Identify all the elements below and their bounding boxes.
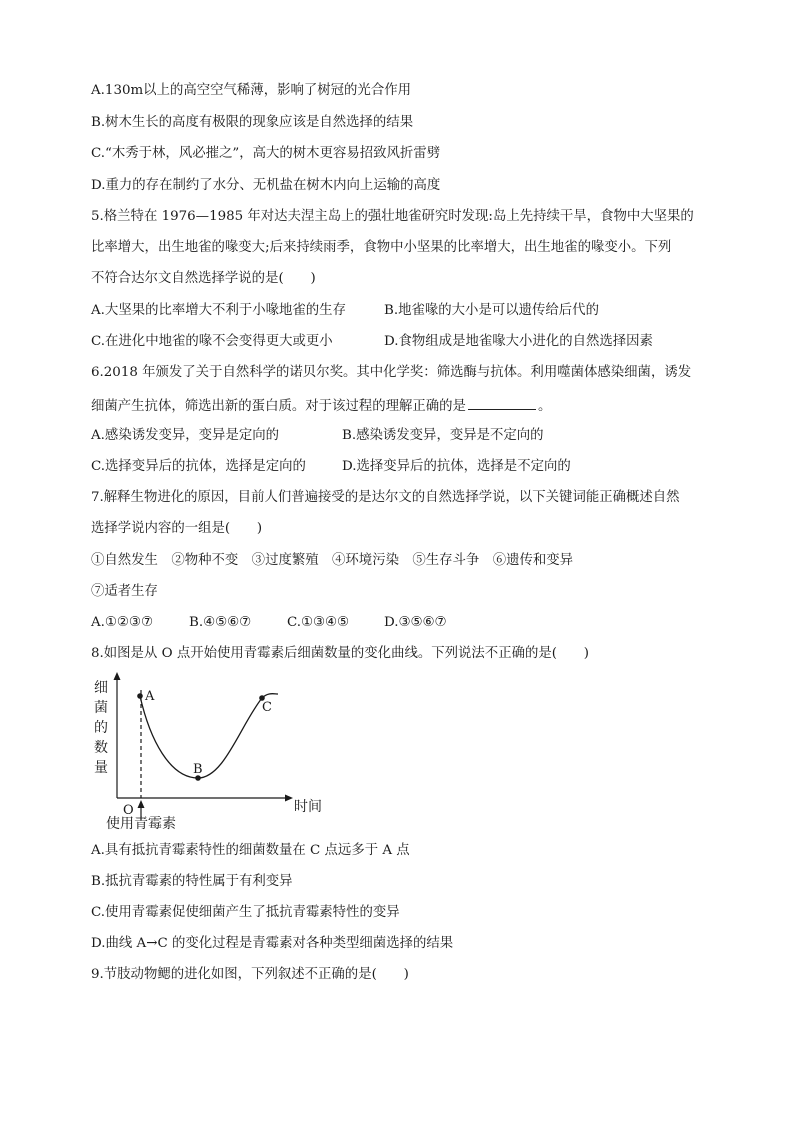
origin-label: O [123,803,134,818]
q8-stem-line1: 8.如图是从 O 点开始使用青霉素后细菌数量的变化曲线。下列说法不正确的是( ) [91,646,589,661]
y-axis-label-char: 的 [94,720,108,736]
point-a-marker [137,693,143,699]
q7-keywords: ①自然发生 ②物种不变 ③过度繁殖 ④环境污染 ⑤生存斗争 ⑥遗传和变异 [91,553,574,568]
y-axis-label-char: 菌 [94,700,108,716]
q8-option-c: C.使用青霉素促使细菌产生了抵抗青霉素特性的变异 [91,905,400,920]
point-b-label: B [193,762,203,777]
q6-stem-line1: 6.2018 年颁发了关于自然科学的诺贝尔奖。其中化学奖：筛选酶与抗体。利用噬菌体感染细菌，诱发 [91,365,692,380]
q8-option-a: A.具有抵抗青霉素特性的细菌数量在 C 点远多于 A 点 [91,843,410,858]
q6-option-a: A.感染诱发变异，变异是定向的 [91,428,280,443]
q4-option-c: C.“木秀于林，风必摧之”，高大的树木更容易招致风折雷劈 [91,146,441,161]
bacteria-curve-figure [88,670,338,836]
y-axis-label-char: 细 [94,680,108,696]
q6-option-d: D.选择变异后的抗体，选择是不定向的 [342,459,571,474]
q5-stem-line3: 不符合达尔文自然选择学说的是( ) [91,271,316,286]
q6-stem-end: 。 [537,399,552,414]
point-c-label: C [262,700,272,715]
q7-keywords-cont: ⑦适者生存 [91,584,158,599]
q6-stem-line2 [91,395,551,416]
y-axis-label-char: 数 [94,740,108,756]
q4-option-b: B.树木生长的高度有极限的现象应该是自然选择的结果 [91,115,414,130]
q7-stem-line1: 7.解释生物进化的原因，目前人们普遍接受的是达尔文的自然选择学说，以下关键词能正确概述自然 [91,490,680,505]
y-axis-arrow [114,672,121,680]
q4-option-a: A.130m以上的高空空气稀薄，影响了树冠的光合作用 [91,83,411,98]
x-axis-label: 时间 [294,799,322,815]
q6-option-b: B.感染诱发变异，变异是不定向的 [342,428,544,443]
q7-option-a: A.①②③⑦ [91,615,153,630]
q7-option-d: D.③⑤⑥⑦ [384,615,447,630]
q5-option-b: B.地雀喙的大小是可以遗传给后代的 [384,303,599,318]
q8-option-b: B.抵抗青霉素的特性属于有利变异 [91,874,293,889]
usage-caption: 使用青霉素 [106,816,176,832]
q5-option-d: D.食物组成是地雀喙大小进化的自然选择因素 [384,334,653,349]
y-axis-label-char: 量 [94,760,108,776]
q6-stem-text: 细菌产生抗体，筛选出新的蛋白质。对于该过程的理解正确的是 [91,399,466,414]
usage-arrow-head [138,800,145,808]
q9-stem-line1: 9.节肢动物鳃的进化如图，下列叙述不正确的是( ) [91,967,409,982]
q6-option-c: C.选择变异后的抗体，选择是定向的 [91,459,306,474]
bacteria-count-curve [140,694,278,778]
q5-option-a: A.大坚果的比率增大不利于小喙地雀的生存 [91,303,346,318]
q7-option-c: C.①③④⑤ [287,615,350,630]
q5-stem-line2: 比率增大，出生地雀的喙变大;后来持续雨季，食物中小坚果的比率增大，出生地雀的喙变小。下列 [91,240,672,255]
x-axis-arrow [285,795,293,802]
q7-option-b: B.④⑤⑥⑦ [189,615,252,630]
q5-stem-line1: 5.格兰特在 1976—1985 年对达夫涅主岛上的强壮地雀研究时发现:岛上先持续干旱，食物中大坚果的 [91,209,694,224]
answer-blank [468,395,536,410]
q5-option-c: C.在进化中地雀的喙不会变得更大或更小 [91,334,333,349]
q8-option-d: D.曲线 A→C 的变化过程是青霉素对各种类型细菌选择的结果 [91,936,454,951]
q4-option-d: D.重力的存在制约了水分、无机盐在树木内向上运输的高度 [91,178,441,193]
point-a-label: A [145,689,155,704]
q7-stem-line2: 选择学说内容的一组是( ) [91,521,263,536]
